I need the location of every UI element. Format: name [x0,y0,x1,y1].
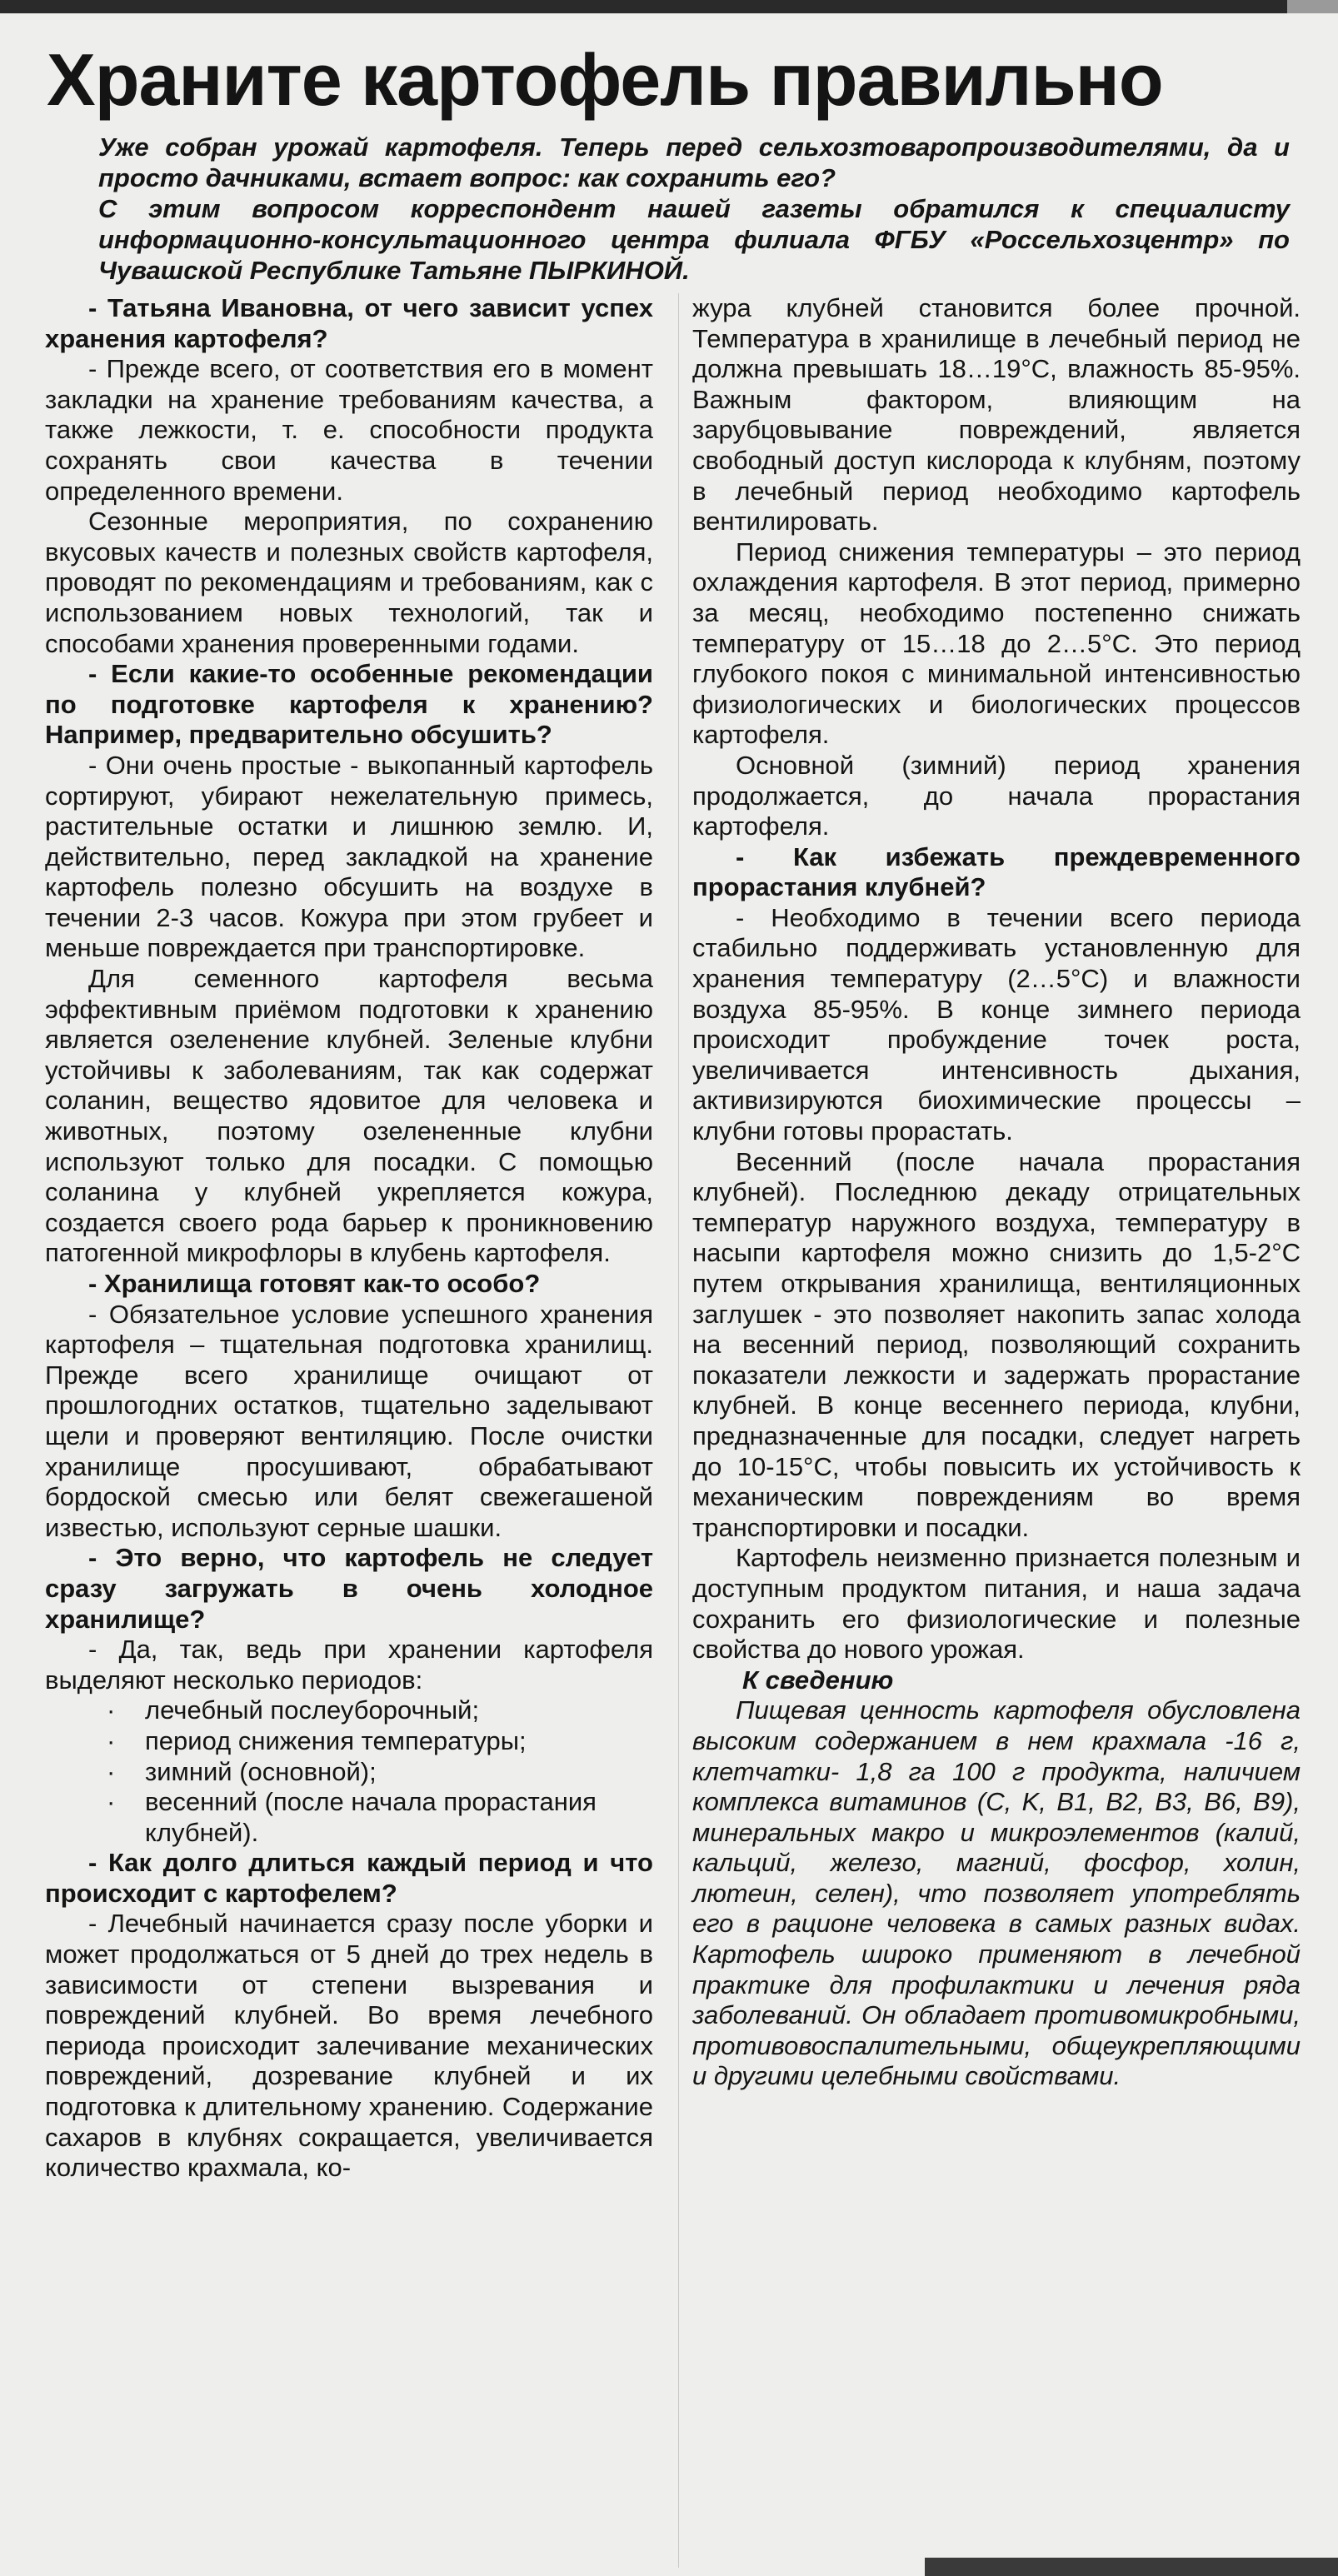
bottom-border-bar [925,2558,1338,2576]
answer-paragraph: Сезонные мероприятия, по сохранению вкусовых качеств и полезных свойств картофеля, проводят по рекомендациям и требованиям, как с использованием новых технологий, так и способами хранения проверенными годами. [45,507,653,658]
list-item: · весенний (после начала прорастания клубней). [45,1787,653,1848]
answer-paragraph: - Прежде всего, от соответствия его в момент закладки на хранение требованиям качества, а также лежкости, т. е. способности продукта сохранять свои качества в течении определенного времени. [45,354,653,506]
answer-paragraph: - Обязательное условие успешного хранения картофеля – тщательная подготовка хранилищ. Прежде всего хранилище очищают от прошлогодних остатков, тщательно заделывают щели и проверяют вентиляцию. После очистки хранилище просушивают, обрабатывают бордоской смесью или белят свежегашеной известью, используют серные шашки. [45,1299,653,1542]
left-column [45,293,653,2184]
lead-paragraph: Уже собран урожай картофеля. Теперь перед сельхозтоваропроизводителями, да и просто дачниками, встает вопрос: как сохранить его? [98,132,1290,192]
info-paragraph: Пищевая ценность картофеля обусловлена высоким содержанием в нем крахмала -16 г, клетчатки- 1,8 га 100 г продукта, наличием комплекса витаминов (C, K, B1, B2, B3, B6, B9), минеральных макро и микроэлементов (калий, кальций, железо, магний, фосфор, холин, лютеин, селен), что позволяет употреблять его в рационе человека в самых разных видах. Картофель широко применяют в лечебной практике для профилактики и лечения ряда заболеваний. Он обладает противомикробными, противовоспалительными, общеукрепляющими и другими целебными свойствами. [692,1695,1301,2091]
answer-paragraph: - Необходимо в течении всего периода стабильно поддерживать установленную для хранения температуру (2…5°C) и влажности воздуха 85-95%. В конце зимнего периода происходит пробуждение точек роста, увеличивается интенсивность дыхания, активизируются биохимические процессы – клубни готовы прорастать. [692,902,1301,1146]
answer-paragraph: Весенний (после начала прорастания клубней). Последнюю декаду отрицательных температур наружного воздуха, температуру в насыпи картофеля можно снизить до 1,5-2°C путем открывания хранилища, вентиляционных заглушек - это позволяет накопить запас холода на весенний период, позволяющий сохранить показатели лежкости и задержать прорастание клубней. В конце весеннего периода, клубни, предназначенные для посадки, следует нагреть до 10-15°C, чтобы повысить их устойчивость к механическим повреждениям во время транспортировки и посадки. [692,1146,1301,1542]
list-item: · период снижения температуры; [45,1726,653,1757]
list-item: · лечебный послеуборочный; [45,1695,653,1726]
storage-periods-list [45,1695,653,1848]
top-border-accent [1287,0,1338,13]
answer-paragraph: Период снижения температуры – это период охлаждения картофеля. В этот период, примерно за месяц, необходимо постепенно снижать температуру от 15…18 до 2…5°C. Это период глубокого покоя с минимальной интенсивностью физиологических и биологических процессов картофеля. [692,537,1301,750]
column-divider [678,293,679,2568]
question: - Хранилища готовят как-то особо? [88,1269,541,1298]
answer-paragraph: жура клубней становится более прочной. Температура в хранилище в лечебный период не должна превышать 18…19°C, влажность 85-95%. Важным фактором, влияющим на зарубцовывание повреждений, является свободный доступ кислорода к клубням, поэтому в лечебный период необходимо картофель вентилировать. [692,293,1301,537]
top-border-bar [0,0,1338,13]
info-heading: К сведению [742,1665,894,1695]
question: - Если какие-то особенные рекомендации по подготовке картофеля к хранению? Например, предварительно обсушить? [45,659,653,750]
article-lead [98,132,1290,286]
list-item: · зимний (основной); [45,1757,653,1788]
answer-paragraph: Картофель неизменно признается полезным и доступным продуктом питания, и наша задача сохранить его физиологические и полезные свойства до нового урожая. [692,1543,1301,1665]
question: - Это верно, что картофель не следует сразу загружать в очень холодное хранилище? [45,1543,653,1634]
question: - Как долго длиться каждый период и что происходит с картофелем? [45,1848,653,1908]
answer-paragraph: - Они очень простые - выкопанный картофель сортируют, убирают нежелательную примесь, растительные остатки и лишнюю землю. И, действительно, перед закладкой на хранение картофель полезно обсушить на воздухе в течении 2-3 часов. Кожура при этом грубеет и меньше повреждается при транспортировке. [45,750,653,963]
answer-paragraph: Основной (зимний) период хранения продолжается, до начала прорастания картофеля. [692,750,1301,841]
answer-paragraph: - Лечебный начинается сразу после уборки и может продолжаться от 5 дней до трех недель в зависимости от степени вызревания и повреждений клубней. Во время лечебного периода происходит залечивание механических повреждений, дозревание клубней и их подготовка к длительному хранению. Содержание сахаров в клубнях сокращается, увеличивается количество крахмала, ко- [45,1909,653,2183]
answer-paragraph: - Да, так, ведь при хранении картофеля выделяют несколько периодов: [45,1635,653,1695]
right-column [692,293,1301,2092]
question: - Как избежать преждевременного прорастания клубней? [692,841,1301,902]
answer-paragraph: Для семенного картофеля весьма эффективным приёмом подготовки к хранению является озеленение клубней. Зеленые клубни устойчивы к заболеваниям, так как содержат соланин, вещество ядовитое для человека и животных, поэтому озелененные клубни используют только для посадки. С помощью соланина у клубней укрепляется кожура, создается своего рода барьер к проникновению патогенной микрофлоры в клубень картофеля. [45,964,653,1268]
lead-paragraph: С этим вопросом корреспондент нашей газеты обратился к специалисту информационно-консультационного центра филиала ФГБУ «Россельхозцентр» по Чувашской Республике Татьяне ПЫРКИНОЙ. [98,194,1290,285]
article-title: Храните картофель правильно [47,38,1163,121]
question: - Татьяна Ивановна, от чего зависит успех хранения картофеля? [45,293,653,353]
